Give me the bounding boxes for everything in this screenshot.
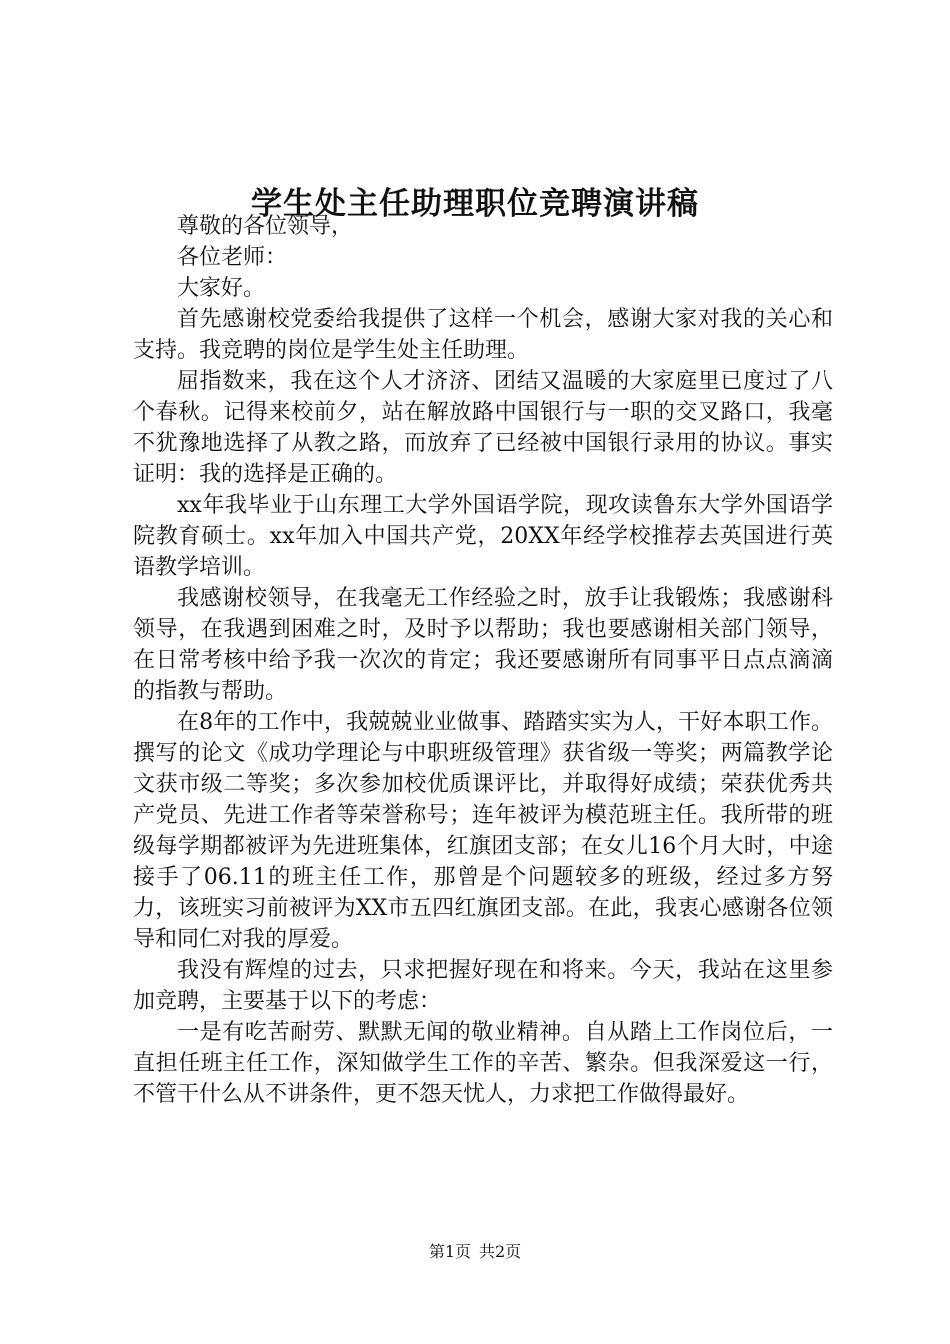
page-footer — [0, 1241, 950, 1263]
paragraph-reason-one: 一是有吃苦耐劳、默默无闻的敬业精神。自从踏上工作岗位后，一直担任班主任工作，深知做学生工作的辛苦、繁杂。但我深爱这一行，不管干什么从不讲条件，更不怨天忧人，力求把工作做得最好。 — [133, 1020, 833, 1107]
paragraph-achievements: 在8年的工作中，我兢兢业业做事、踏踏实实为人，干好本职工作。撰写的论文《成功学理论与中职班级管理》获省级一等奖；两篇教学论文获市级二等奖；多次参加校优质课评比，并取得好成绩；荣获优秀共产党员、先进工作者等荣誉称号；连年被评为模范班主任。我所带的班级每学期都被评为先进班集体，红旗团支部；在女儿16个月大时，中途接手了06.11的班主任工作，那曾是个问题较多的班级，经过多方努力，该班实习前被评为XX市五四红旗团支部。在此，我衷心感谢各位领导和同仁对我的厚爱。 — [133, 710, 833, 952]
page-number-current: 第1页 — [428, 1242, 471, 1261]
greeting: 大家好。 — [177, 276, 266, 301]
paragraph-education: xx年我毕业于山东理工大学外国语学院，现攻读鲁东大学外国语学院教育硕士。xx年加入中国共产党，20XX年经学校推荐去英国进行英语教学培训。 — [133, 493, 833, 580]
salutation-teachers: 各位老师： — [177, 245, 288, 270]
page-number-total: 共2页 — [479, 1242, 522, 1261]
salutation-leaders: 尊敬的各位领导， — [177, 214, 354, 239]
paragraph-history: 屈指数来，我在这个人才济济、团结又温暖的大家庭里已度过了八个春秋。记得来校前夕，站在解放路中国银行与一职的交叉路口，我毫不犹豫地选择了从教之路，而放弃了已经被中国银行录用的协议。事实证明：我的选择是正确的。 — [133, 369, 833, 487]
document-title: 学生处主任助理职位竞聘演讲稿 — [251, 186, 699, 222]
document-body — [133, 211, 833, 1110]
paragraph-gratitude: 我感谢校领导，在我毫无工作经验之时，放手让我锻炼；我感谢科领导，在我遇到困难之时，及时予以帮助；我也要感谢相关部门领导，在日常考核中给予我一次次的肯定；我还要感谢所有同事平日点点滴滴的指教与帮助。 — [133, 586, 833, 704]
paragraph-thanks: 首先感谢校党委给我提供了这样一个机会，感谢大家对我的关心和支持。我竞聘的岗位是学生处主任助理。 — [133, 307, 833, 363]
paragraph-reasons-intro: 我没有辉煌的过去，只求把握好现在和将来。今天，我站在这里参加竞聘，主要基于以下的考虑： — [133, 958, 833, 1014]
